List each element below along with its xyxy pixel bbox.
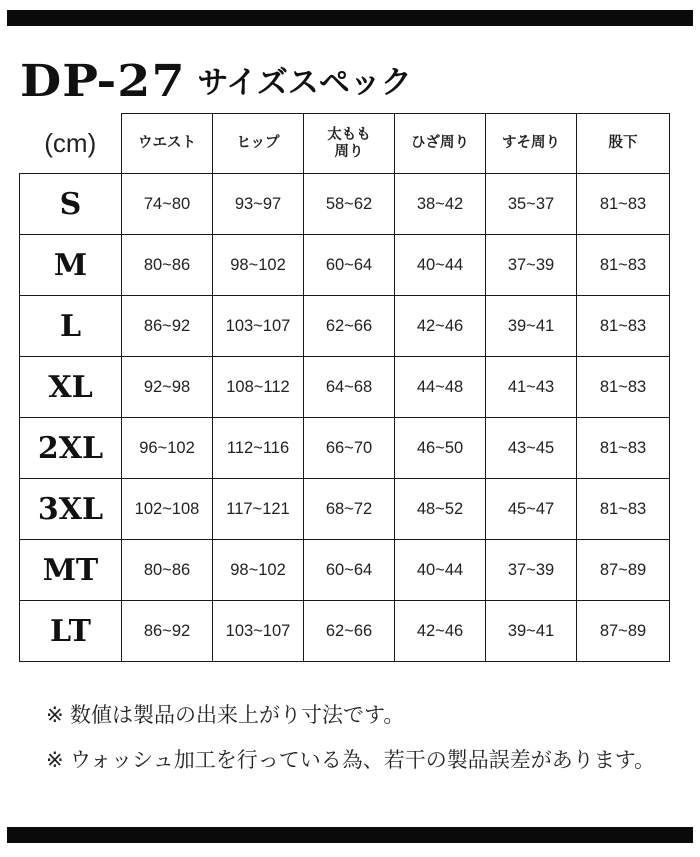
cell-thigh: 66~70 — [304, 418, 395, 479]
table-row — [20, 540, 670, 601]
cell-hem: 41~43 — [486, 357, 577, 418]
cell-hem: 39~41 — [486, 601, 577, 662]
title-label: サイズスペック — [197, 65, 412, 101]
notes — [46, 701, 686, 791]
note-mark: ※ — [46, 748, 64, 772]
cell-inseam: 87~89 — [577, 540, 670, 601]
cell-knee: 40~44 — [395, 235, 486, 296]
cell-knee: 48~52 — [395, 479, 486, 540]
size-label: LT — [20, 601, 122, 662]
cell-thigh: 60~64 — [304, 540, 395, 601]
cell-hip: 103~107 — [213, 296, 304, 357]
table-row — [20, 357, 670, 418]
size-label: M — [20, 235, 122, 296]
note-1 — [46, 701, 686, 730]
cell-knee: 40~44 — [395, 540, 486, 601]
note-mark: ※ — [46, 703, 64, 727]
bottom-rule — [7, 827, 693, 843]
cell-hip: 103~107 — [213, 601, 304, 662]
cell-knee: 42~46 — [395, 296, 486, 357]
cell-thigh: 58~62 — [304, 174, 395, 235]
product-code: DP-27 — [20, 56, 186, 107]
cell-thigh: 60~64 — [304, 235, 395, 296]
cell-inseam: 87~89 — [577, 601, 670, 662]
table-row — [20, 601, 670, 662]
note-text: ウォッシュ加工を行っている為、若干の製品誤差があります。 — [70, 748, 656, 772]
cell-inseam: 81~83 — [577, 418, 670, 479]
cell-knee: 42~46 — [395, 601, 486, 662]
cell-hem: 35~37 — [486, 174, 577, 235]
cell-waist: 86~92 — [122, 601, 213, 662]
cell-hip: 98~102 — [213, 540, 304, 601]
header-hem: すそ周り — [486, 114, 577, 174]
table-row — [20, 479, 670, 540]
cell-hem: 37~39 — [486, 235, 577, 296]
table-row — [20, 418, 670, 479]
header-waist: ウエスト — [122, 114, 213, 174]
cell-hip: 117~121 — [213, 479, 304, 540]
header-knee: ひざ周り — [395, 114, 486, 174]
cell-hip: 108~112 — [213, 357, 304, 418]
top-rule — [7, 10, 693, 26]
size-label: MT — [20, 540, 122, 601]
cell-inseam: 81~83 — [577, 235, 670, 296]
cell-inseam: 81~83 — [577, 174, 670, 235]
cell-knee: 38~42 — [395, 174, 486, 235]
cell-inseam: 81~83 — [577, 479, 670, 540]
cell-waist: 96~102 — [122, 418, 213, 479]
table-row — [20, 296, 670, 357]
cell-knee: 44~48 — [395, 357, 486, 418]
cell-hem: 45~47 — [486, 479, 577, 540]
unit-label: (cm) — [20, 114, 122, 174]
cell-thigh: 62~66 — [304, 601, 395, 662]
cell-waist: 92~98 — [122, 357, 213, 418]
table-row — [20, 235, 670, 296]
note-text: 数値は製品の出来上がり寸法です。 — [70, 703, 405, 727]
page-title — [20, 50, 412, 106]
cell-hip: 98~102 — [213, 235, 304, 296]
cell-knee: 46~50 — [395, 418, 486, 479]
cell-thigh: 68~72 — [304, 479, 395, 540]
cell-waist: 80~86 — [122, 235, 213, 296]
cell-hip: 112~116 — [213, 418, 304, 479]
size-label: S — [20, 174, 122, 235]
size-label: 3XL — [20, 479, 122, 540]
cell-waist: 86~92 — [122, 296, 213, 357]
size-spec-table — [19, 113, 670, 662]
cell-hem: 37~39 — [486, 540, 577, 601]
table-header-row — [20, 114, 670, 174]
header-hip: ヒップ — [213, 114, 304, 174]
note-2 — [46, 746, 686, 775]
cell-thigh: 62~66 — [304, 296, 395, 357]
table-row — [20, 174, 670, 235]
cell-waist: 102~108 — [122, 479, 213, 540]
cell-hem: 39~41 — [486, 296, 577, 357]
cell-inseam: 81~83 — [577, 357, 670, 418]
header-inseam: 股下 — [577, 114, 670, 174]
cell-thigh: 64~68 — [304, 357, 395, 418]
cell-inseam: 81~83 — [577, 296, 670, 357]
header-thigh: 太もも 周り — [304, 114, 395, 174]
size-label: XL — [20, 357, 122, 418]
cell-waist: 80~86 — [122, 540, 213, 601]
size-label: L — [20, 296, 122, 357]
cell-waist: 74~80 — [122, 174, 213, 235]
cell-hip: 93~97 — [213, 174, 304, 235]
size-label: 2XL — [20, 418, 122, 479]
cell-hem: 43~45 — [486, 418, 577, 479]
